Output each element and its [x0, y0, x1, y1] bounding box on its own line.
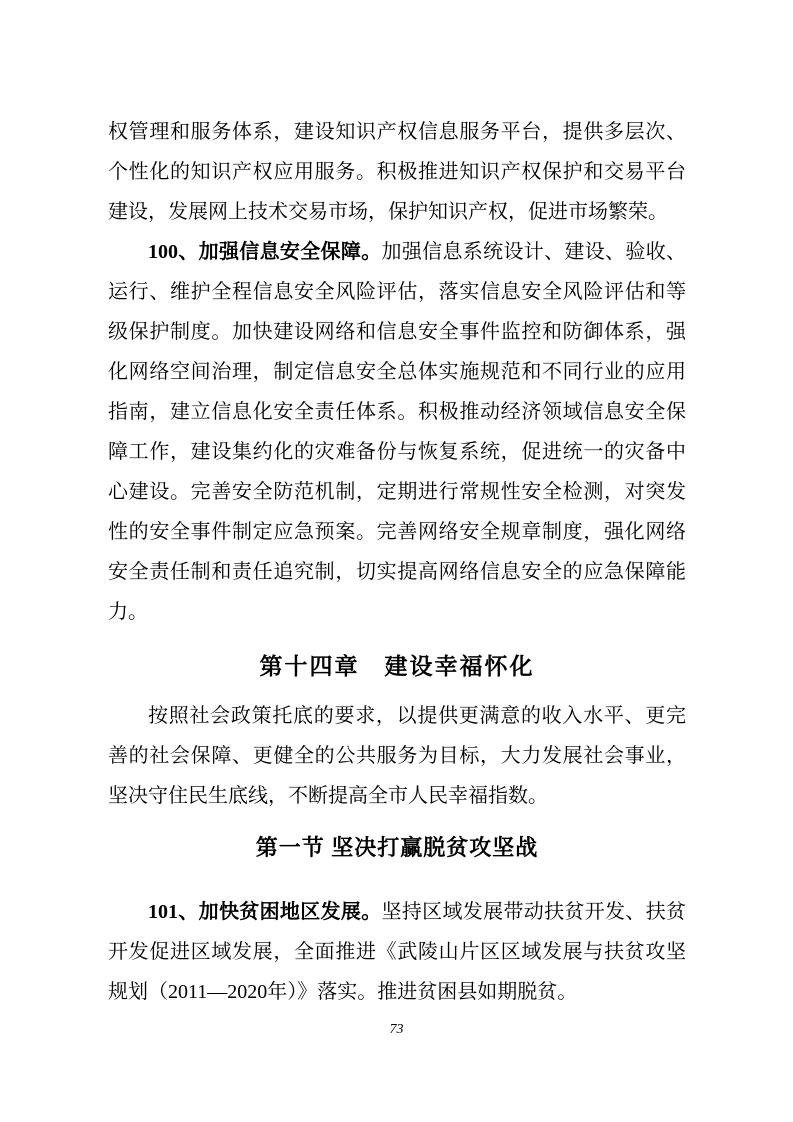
- paragraph-item-100-text: 加强信息系统设计、建设、验收、运行、维护全程信息安全风险评估，落实信息安全风险评估和等级保护制度。加快建设网络和信息安全事件监控和防御体系，强化网络空间治理，制定信息安全总体实施规范和不同行业的应用指南，建立信息化安全责任体系。积极推动经济领域信息安全保障工作，建设集约化的灾难备份与恢复系统，促进统一的灾备中心建设。完善安全防范机制，定期进行常规性安全检测，对突发性的安全事件制定应急预案。完善网络安全规章制度，强化网络安全责任制和责任追究制，切实提高网络信息安全的应急保障能力。: [108, 241, 687, 623]
- paragraph-item-101-text: 坚持区域发展带动扶贫开发、扶贫开发促进区域发展，全面推进《武陵山片区区域发展与扶贫攻坚规划（2011—2020年）》落实。推进贫困县如期脱贫。: [108, 901, 687, 1003]
- paragraph-item-101: [108, 892, 686, 1012]
- paragraph-item-101-lead: 101、加快贫困地区发展。: [148, 901, 382, 923]
- document-body: [108, 112, 686, 1012]
- paragraph-chapter-intro: 按照社会政策托底的要求，以提供更满意的收入水平、更完善的社会保障、更健全的公共服务为目标，大力发展社会事业，坚决守住民生底线，不断提高全市人民幸福指数。: [108, 705, 686, 807]
- section-heading: 第一节 坚决打赢脱贫攻坚战: [255, 835, 539, 860]
- chapter-heading: 第十四章 建设幸福怀化: [259, 653, 535, 679]
- paragraph-item-100-lead: 100、加强信息安全保障。: [148, 241, 382, 263]
- paragraph-item-100: [108, 232, 686, 632]
- paragraph-continued: 权管理和服务体系，建设知识产权信息服务平台，提供多层次、个性化的知识产权应用服务。积极推进知识产权保护和交易平台建设，发展网上技术交易市场，保护知识产权，促进市场繁荣。: [108, 121, 686, 223]
- page-number: 73: [389, 1022, 404, 1037]
